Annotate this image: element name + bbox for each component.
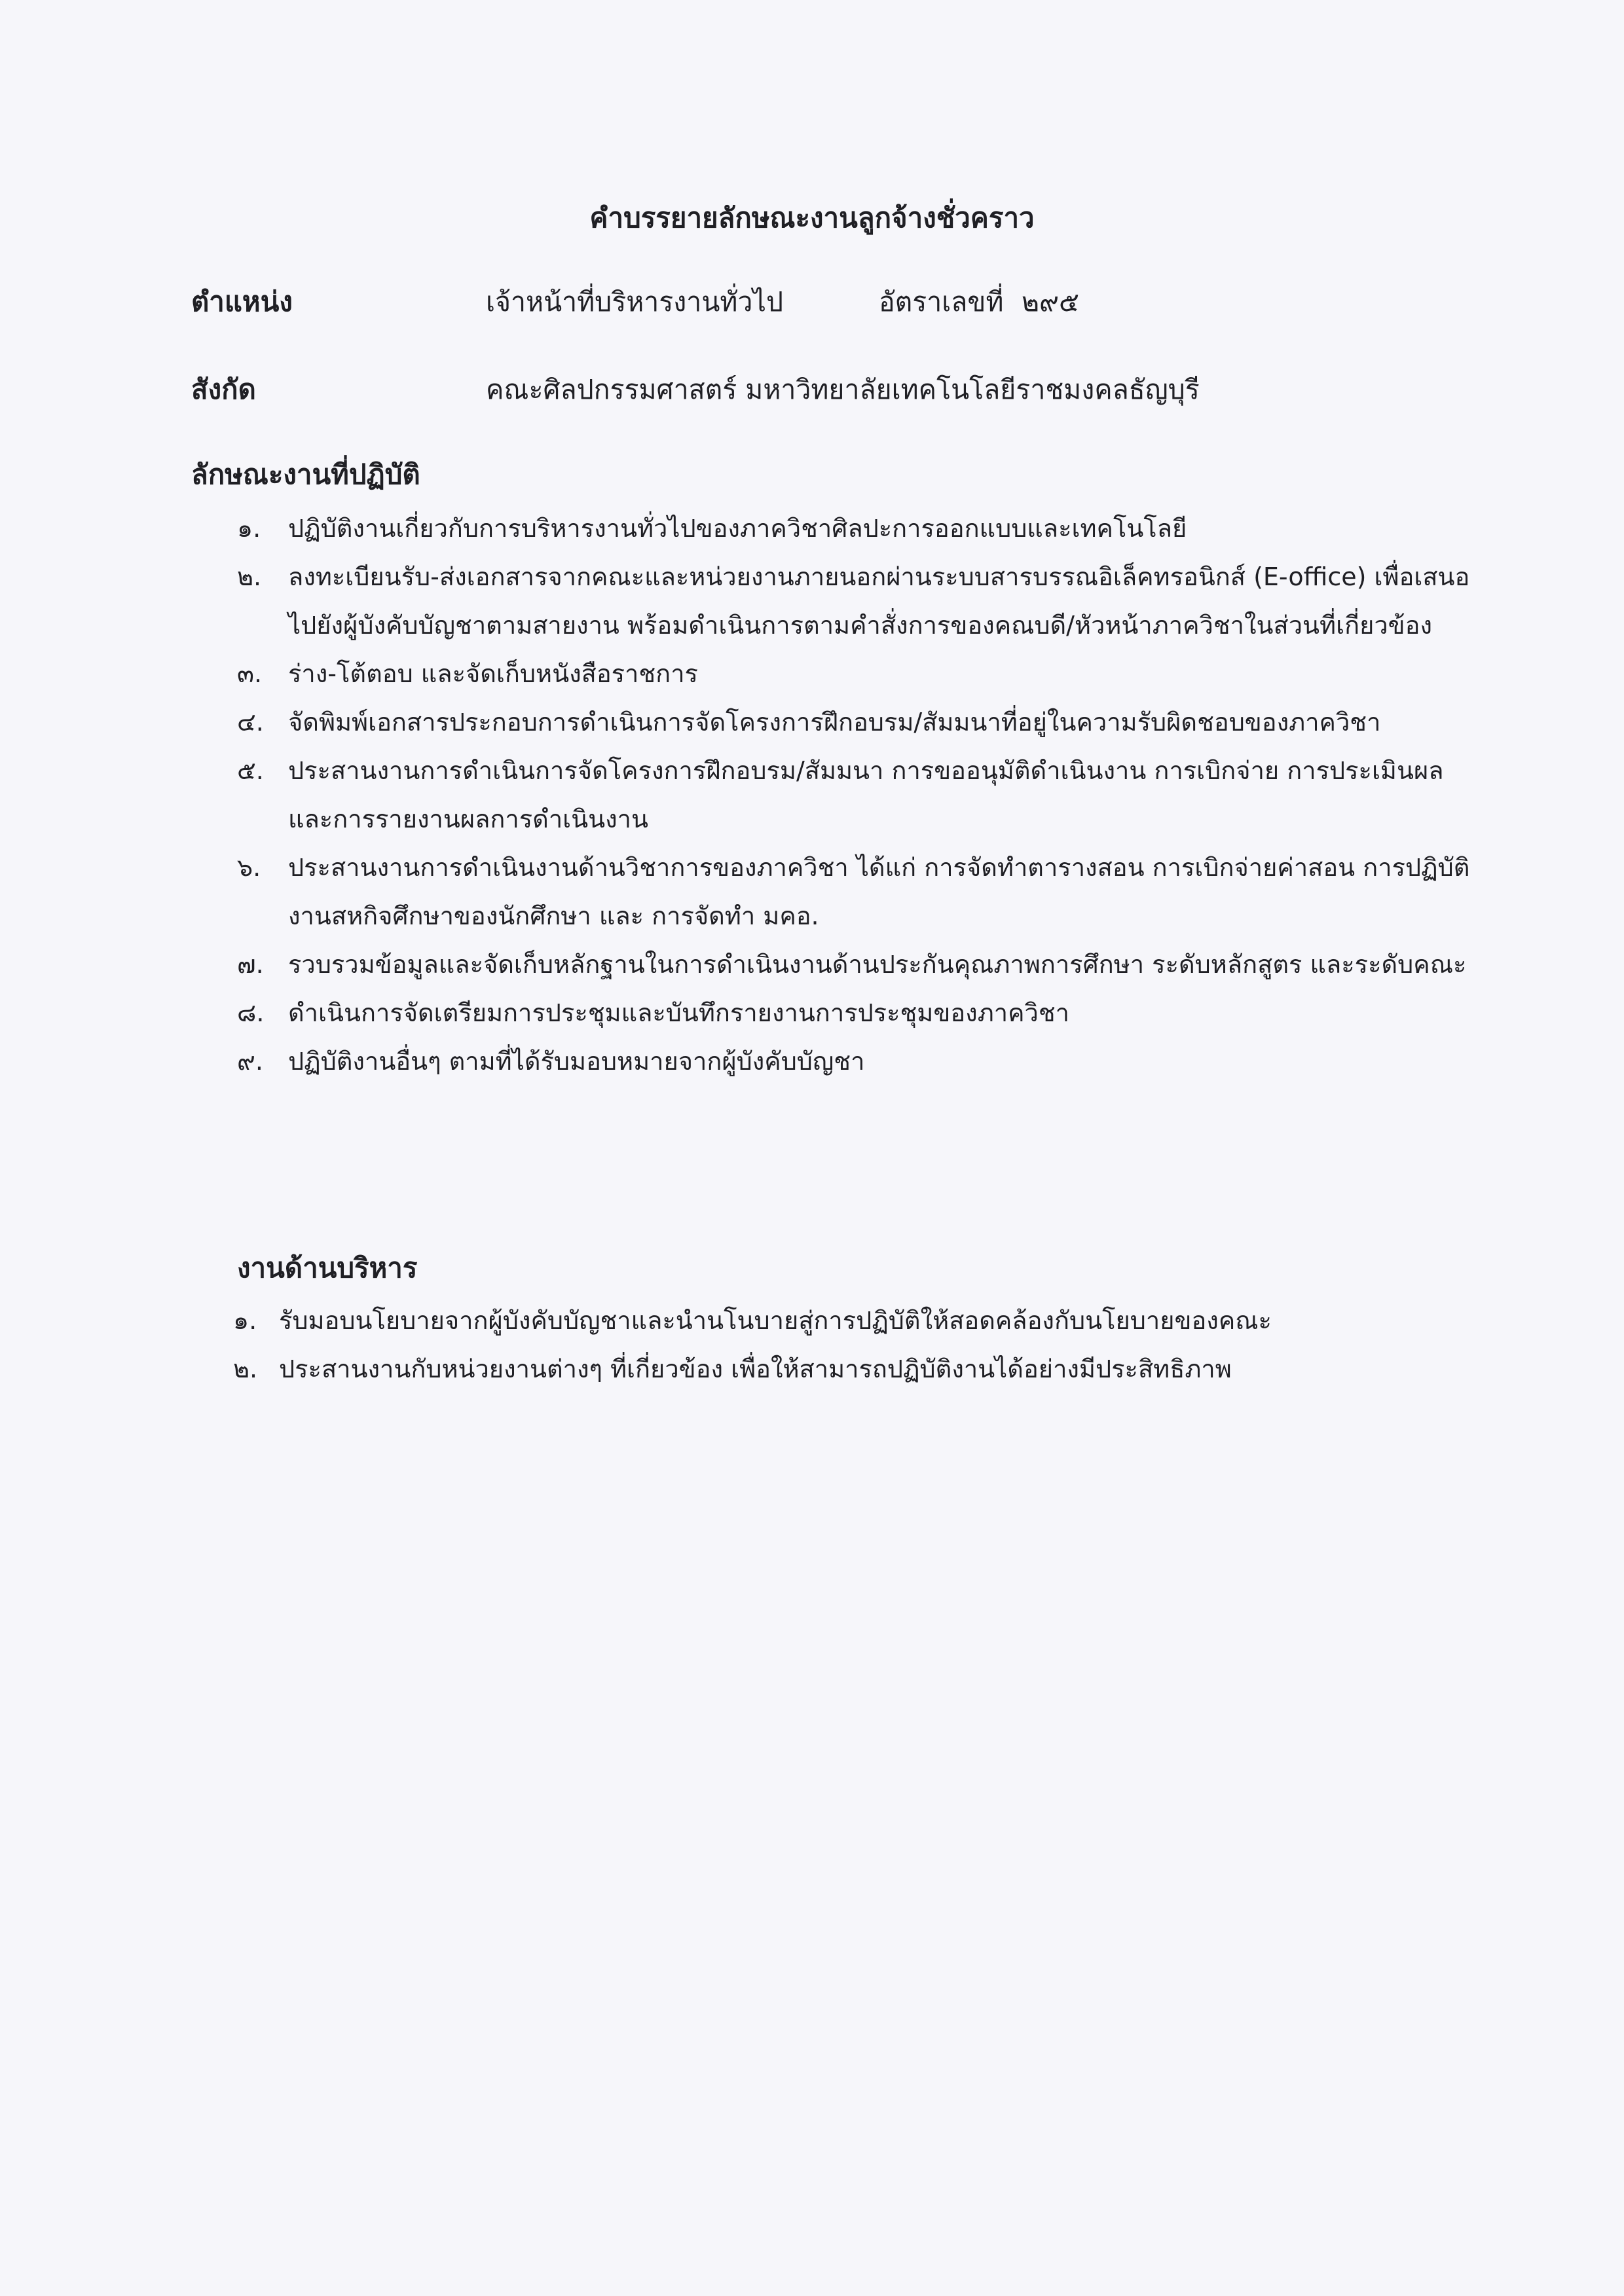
item-number: ๖. [237, 853, 261, 882]
item-number: ๕. [237, 756, 264, 785]
affiliation-label: สังกัด [191, 373, 256, 405]
admin-heading: งานด้านบริหาร [237, 1252, 418, 1284]
item-text: ลงทะเบียนรับ-ส่งเอกสารจากคณะและหน่วยงานภายนอกผ่านระบบสารบรรณอิเล็คทรอนิกส์ (E-office) เพื่อเสนอไปยังผู้บังคับบัญชาตามสายงาน พร้อมดำเนินการตามคำสั่งการของคณบดี/หัวหน้าภาควิชาในส่วนที่เกี่ยวข้อง [288, 562, 1470, 640]
affiliation-value: คณะศิลปกรรมศาสตร์ มหาวิทยาลัยเทคโนโลยีราชมงคลธัญบุรี [486, 374, 1200, 405]
list-item [233, 1345, 1477, 1393]
duties-heading: ลักษณะงานที่ปฏิบัติ [191, 458, 420, 490]
list-item [237, 553, 1475, 649]
item-number: ๑. [233, 1306, 257, 1335]
duties-list [237, 504, 1475, 1085]
list-item [237, 940, 1475, 989]
list-item [237, 746, 1475, 843]
item-text: รับมอบนโยบายจากผู้บังคับบัญชาและนำนโนบายสู่การปฏิบัติให้สอดคล้องกับนโยบายของคณะ [279, 1306, 1272, 1335]
list-item [233, 1296, 1477, 1345]
position-label: ตำแหน่ง [191, 285, 293, 318]
list-item [237, 989, 1475, 1037]
list-item [237, 698, 1475, 746]
item-number: ๒. [237, 562, 262, 591]
item-number: ๑. [237, 514, 261, 543]
item-text: จัดพิมพ์เอกสารประกอบการดำเนินการจัดโครงการฝึกอบรม/สัมมนาที่อยู่ในความรับผิดชอบของภาควิชา [288, 708, 1381, 737]
item-number: ๓. [237, 659, 263, 688]
item-text: ปฏิบัติงานอื่นๆ ตามที่ได้รับมอบหมายจากผู้บังคับบัญชา [288, 1047, 865, 1076]
document-title: คำบรรยายลักษณะงานลูกจ้างชั่วคราว [589, 202, 1035, 234]
item-number: ๘. [237, 998, 265, 1027]
item-number: ๒. [233, 1355, 258, 1383]
rate-number-value: ๒๙๕ [1022, 286, 1080, 318]
list-item [237, 504, 1475, 553]
item-text: ปฏิบัติงานเกี่ยวกับการบริหารงานทั่วไปของภาควิชาศิลปะการออกแบบและเทคโนโลยี [288, 514, 1187, 543]
rate-number-label: อัตราเลขที่ [879, 286, 1004, 318]
item-text: ประสานงานการดำเนินการจัดโครงการฝึกอบรม/สัมมนา การขออนุมัติดำเนินงาน การเบิกจ่าย การประเมินผล และการรายงานผลการดำเนินงาน [288, 756, 1444, 833]
item-text: ร่าง-โต้ตอบ และจัดเก็บหนังสือราชการ [288, 659, 698, 688]
item-text: ประสานงานการดำเนินงานด้านวิชาการของภาควิชา ได้แก่ การจัดทำตารางสอน การเบิกจ่ายค่าสอน การปฏิบัติงานสหกิจศึกษาของนักศึกษา และ การจัดทำ มคอ. [288, 853, 1470, 930]
position-value: เจ้าหน้าที่บริหารงานทั่วไป [486, 286, 784, 318]
list-item [237, 1037, 1475, 1085]
item-text: ดำเนินการจัดเตรียมการประชุมและบันทึกรายงานการประชุมของภาควิชา [288, 998, 1069, 1027]
admin-list [233, 1296, 1477, 1393]
list-item [237, 649, 1475, 698]
item-text: ประสานงานกับหน่วยงานต่างๆ ที่เกี่ยวข้อง เพื่อให้สามารถปฏิบัติงานได้อย่างมีประสิทธิภาพ [279, 1355, 1232, 1383]
item-number: ๗. [237, 950, 264, 979]
item-number: ๔. [237, 708, 264, 737]
item-text: รวบรวมข้อมูลและจัดเก็บหลักฐานในการดำเนินงานด้านประกันคุณภาพการศึกษา ระดับหลักสูตร และระดับคณะ [288, 950, 1467, 979]
list-item [237, 843, 1475, 940]
item-number: ๙. [237, 1047, 263, 1076]
